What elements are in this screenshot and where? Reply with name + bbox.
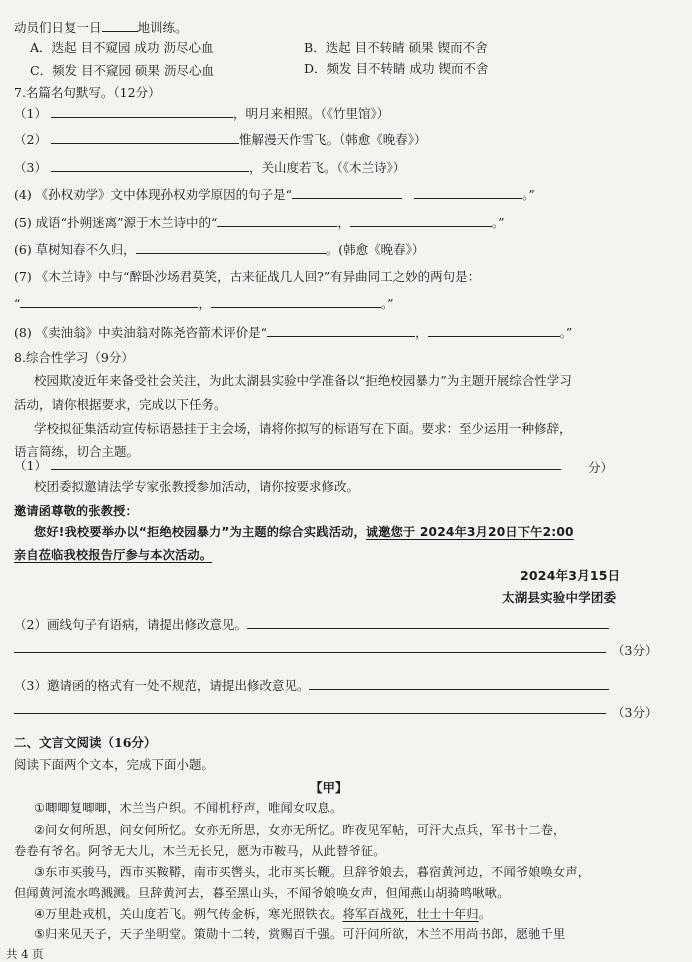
q7-item-3-blank[interactable]: [51, 160, 249, 172]
q7-item-6-blank[interactable]: [136, 242, 326, 254]
q7-item-1-text: ，明月来相照。（《竹里馆》）: [232, 106, 390, 121]
q7-item-2-text: 惟解漫天作雪飞。（韩愈《晚春》）: [238, 132, 427, 147]
q6-option-d[interactable]: D．频发 目不转睛 成功 锲而不舍: [304, 61, 489, 76]
q7-item-3-text: ，关山度若飞。（《木兰诗》）: [248, 160, 406, 175]
q8-sub-2-blank-b[interactable]: [14, 641, 606, 653]
letter-underlined-sentence: 诚邀您于 2024年3月20日下午2:00: [365, 525, 574, 539]
q7-item-5-text: (5) 成语“扑朔迷离”源于木兰诗中的“: [14, 215, 218, 230]
q7-item-7-open: “: [14, 296, 21, 311]
q6-stem-post: 地训练。: [137, 20, 188, 35]
q8-sub-1: [14, 458, 561, 474]
q8-sub-3-text: （3）邀请函的格式有一处不规范，请提出修改意见。: [14, 678, 310, 693]
q8-revise-instruction: 校团委拟邀请法学专家张教授参加活动，请你按要求修改。: [34, 479, 360, 494]
text-jia-line-6: [34, 906, 491, 922]
section-2-title: 二、文言文阅读（16分）: [14, 735, 157, 750]
q7-item-4-blank-b[interactable]: [414, 187, 522, 199]
q8-sub-2-text: （2）画线句子有语病，请提出修改意见。: [14, 617, 247, 632]
q8-task-line-2: 语言简练，切合主题。: [14, 444, 140, 459]
q7-item-5-blank-a[interactable]: [217, 215, 337, 227]
q8-sub-1-num: （1）: [14, 458, 47, 473]
q7-item-5-end: 。”: [491, 215, 505, 230]
q7-item-4: [14, 187, 535, 203]
q7-item-1: [14, 106, 389, 122]
q7-item-8-text: (8) 《卖油翁》中卖油翁对陈尧咨箭术评价是“: [14, 325, 268, 340]
letter-greeting: 邀请函尊敬的张教授：: [14, 504, 138, 518]
q8-sub-3-line-2: [14, 702, 606, 718]
q7-item-3-num: （3）: [14, 160, 47, 175]
q8-sub-1-score: 分）: [588, 460, 614, 475]
text-jia-line-5: 但闻黄河流水鸣溅溅。旦辞黄河去，暮至黑山头，不闻爷娘唤女声，但闻燕山胡骑鸣啾啾。: [14, 886, 510, 900]
q8-sub-2-line-2: [14, 641, 606, 657]
q7-item-2-num: （2）: [14, 132, 47, 147]
q7-item-2-blank[interactable]: [51, 132, 239, 144]
q8-intro-line-2: 活动，请你根据要求，完成以下任务。: [14, 397, 227, 412]
text-jia-line-1: ①唧唧复唧唧，木兰当户织。不闻机杼声，唯闻女叹息。: [34, 801, 343, 815]
q8-sub-3-score: （3分）: [612, 705, 658, 720]
q7-item-8-end: 。”: [559, 325, 573, 340]
q7-item-6-text: (6) 草树知春不久归，: [14, 242, 136, 257]
text-jia-line-6-end: 。: [478, 907, 492, 921]
q6-option-a[interactable]: A．迭起 目不窥园 成功 沥尽心血: [30, 40, 214, 55]
q7-title: 7.名篇名句默写。（12分）: [14, 85, 161, 100]
q7-item-7-blank-a[interactable]: [20, 296, 198, 308]
q8-sub-1-blank[interactable]: [51, 458, 561, 470]
letter-line-1: [34, 524, 574, 540]
q7-item-8: (8) 《卖油翁》中卖油翁对陈尧咨箭术评价是“ ， 。”: [14, 325, 573, 340]
q7-item-6: [14, 242, 424, 258]
letter-line-2: 亲自莅临我校报告厅参与本次活动。: [14, 548, 213, 562]
q8-sub-2: [14, 617, 609, 633]
q6-option-c[interactable]: C．频发 目不窥园 硕果 沥尽心血: [30, 63, 214, 78]
text-jia-line-6-a: ④万里赴戎机，关山度若飞。朔气传金柝，寒光照铁衣。: [34, 907, 343, 921]
text-jia-underline-1: 将军百战死，: [342, 907, 417, 921]
q8-sub-2-score: （3分）: [612, 643, 658, 658]
q8-title: 8.综合性学习（9分）: [14, 350, 134, 365]
q7-item-5: (5) 成语“扑朔迷离”源于木兰诗中的“ ， 。”: [14, 215, 505, 230]
q6-option-b[interactable]: B．迭起 目不转睛 硕果 锲而不舍: [304, 40, 488, 55]
letter-date: 2024年3月15日: [520, 568, 621, 583]
q6-blank[interactable]: [102, 20, 138, 32]
text-jia-line-2: ②问女何所思，问女何所忆。女亦无所思，女亦无所忆。昨夜见军帖，可汗大点兵，军书十二卷，: [34, 823, 566, 837]
q8-sub-3-blank-b[interactable]: [14, 702, 606, 714]
text-jia-line-4: ③东市买骏马，西市买鞍鞯，南市买辔头，北市买长鞭。旦辞爷娘去，暮宿黄河边，不闻爷娘唤女声，: [34, 865, 591, 879]
q7-item-1-num: （1）: [14, 106, 47, 121]
q7-item-3: [14, 160, 405, 176]
q6-stem-pre: 动员们日复一日: [14, 20, 102, 35]
q7-item-2: [14, 132, 426, 148]
q7-item-7-end: 。”: [380, 296, 394, 311]
q7-item-8-blank-a[interactable]: [267, 325, 415, 337]
q6-stem: [14, 20, 188, 36]
q7-item-6-end: 。(韩愈《晚春》）: [325, 242, 425, 257]
text-jia-label: 【甲】: [310, 780, 348, 795]
text-jia-line-3: 卷卷有爷名。阿爷无大儿，木兰无长兄，愿为市鞍马，从此替爷征。: [14, 844, 386, 858]
letter-line-1-a: 您好!我校要举办以“拒绝校园暴力”为主题的综合实践活动，: [34, 525, 366, 539]
q7-item-8-blank-b[interactable]: [428, 325, 560, 337]
q8-task-line-1: 学校拟征集活动宣传标语悬挂于主会场，请将你拟写的标语写在下面。要求：至少运用一种修辞，: [34, 421, 572, 436]
letter-signature: 太湖县实验中学团委: [502, 590, 617, 605]
text-jia-line-7: ⑤归来见天子，天子坐明堂。策勋十二转，赏赐百千强。可汗问所欲，木兰不用尚书郎，愿驰千里: [34, 927, 566, 941]
text-jia-underline-2: 壮士十年归: [416, 907, 479, 921]
q8-sub-3-blank-a[interactable]: [309, 678, 609, 690]
q7-item-4-text: (4) 《孙权劝学》文中体现孙权劝学原因的句子是“: [14, 187, 293, 202]
q7-item-7-answer: “ ， 。”: [14, 296, 394, 311]
page-footer: 共 4 页: [6, 947, 44, 961]
q7-item-4-end: 。”: [522, 187, 535, 202]
q7-item-5-blank-b[interactable]: [350, 215, 492, 227]
q7-item-4-blank-a[interactable]: [292, 187, 402, 199]
section-2-intro: 阅读下面两个文本，完成下面小题。: [14, 757, 215, 772]
q8-sub-2-blank-a[interactable]: [247, 617, 609, 629]
q7-item-7-blank-b[interactable]: [211, 296, 381, 308]
q7-item-1-blank[interactable]: [51, 106, 233, 118]
q8-sub-3: [14, 678, 609, 694]
q8-intro-line-1: 校园欺凌近年来备受社会关注，为此太湖县实验中学准备以“拒绝校园暴力”为主题开展综合性学习: [34, 373, 572, 388]
q7-item-7-text: (7) 《木兰诗》中与“醉卧沙场君莫笑，古来征战几人回?”有异曲同工之妙的两句是：: [14, 269, 481, 284]
